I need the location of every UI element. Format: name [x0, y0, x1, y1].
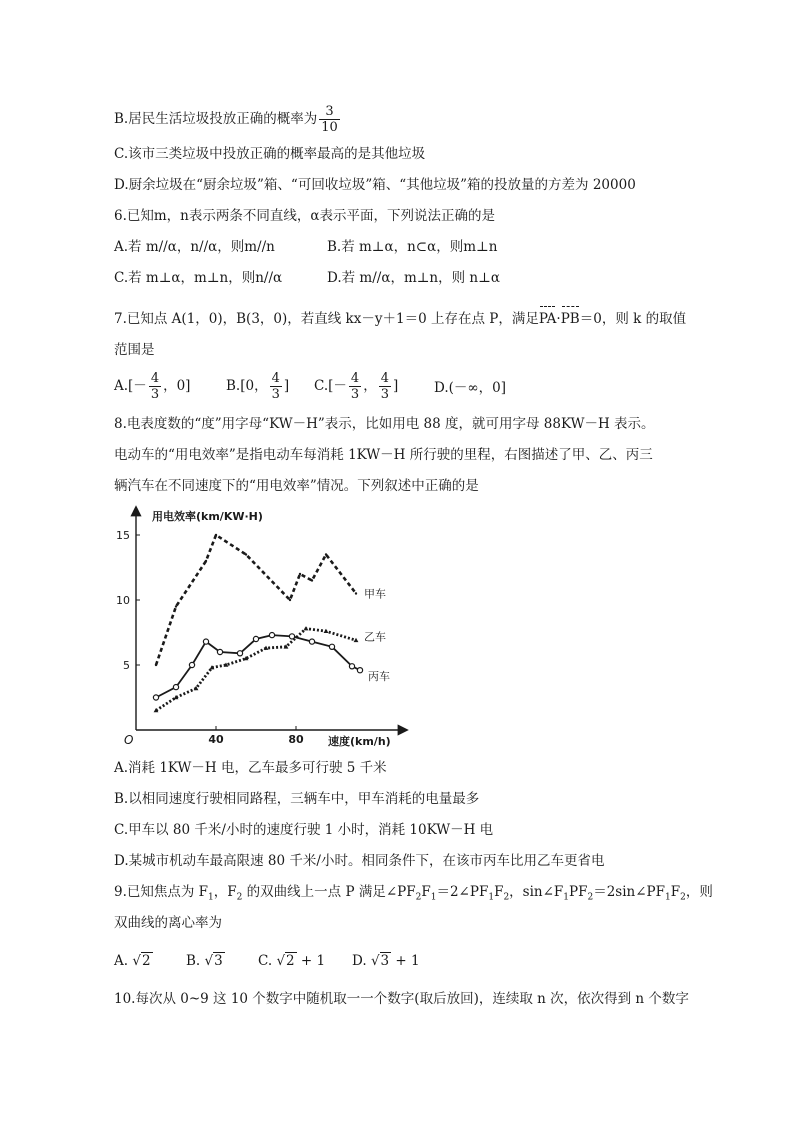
q8-option-a: A.消耗 1KW－H 电，乙车最多可行驶 5 千米 — [114, 760, 387, 776]
q6-option-d: D.若 m//α，m⊥n，则 n⊥α — [327, 270, 500, 286]
q5-option-b-fraction: $\frac{3}{10}$ — [321, 104, 338, 135]
data-point — [357, 668, 362, 673]
q6-option-b: B.若 m⊥α，n⊂α，则m⊥n — [327, 239, 498, 255]
data-point — [237, 651, 242, 656]
data-point — [245, 553, 247, 555]
q9-stem-line1: 9.已知焦点为 $F_1$，$F_2$ 的双曲线上一点 P 满足$\angle PF_2F_1=2\angle PF_1F_2$，$\sin\angle F_1PF_2=2\sin\angle PF_1F_2$，则 — [114, 884, 713, 903]
vector-pa: PA — [538, 311, 557, 327]
data-point — [329, 644, 334, 649]
q7-option-c: C.[－ $\frac{4}{3}$ ， $\frac{4}{3}$ ] — [314, 371, 399, 402]
q6-option-c: C.若 m⊥α，m⊥n，则n//α — [114, 270, 283, 286]
q10-stem-line1: 10.每次从 0~9 这 10 个数字中随机取一一个数字(取后放回)，连续取 n 次，依次得到 n 个数字 — [114, 991, 689, 1007]
y-axis-label: 用电效率(km/KW·H) — [152, 510, 263, 523]
y-tick-label: 10 — [116, 594, 130, 607]
q7-option-b-fraction: $\frac{4}{3}$ — [271, 371, 280, 402]
data-point — [203, 639, 208, 644]
x-tick-label: 80 — [288, 733, 304, 746]
q7-option-a-fraction: $\frac{4}{3}$ — [150, 371, 160, 402]
q9-option-c: C. √2 + 1 — [258, 953, 326, 969]
series-label: 丙车 — [368, 670, 390, 684]
data-point — [189, 662, 194, 667]
q6-option-a: A.若 m//α，n//α，则m//n — [114, 239, 275, 255]
data-point — [355, 592, 357, 594]
sqrt-symbol: √3 — [370, 953, 390, 969]
q8-stem-line2: 电动车的“用电效率”是指电动车每消耗 1KW－H 所行驶的里程，右图描述了甲、乙、丙三 — [114, 447, 653, 463]
q5-option-b: B.居民生活垃圾投放正确的概率为 $\frac{3}{10}$ — [114, 104, 338, 135]
data-point — [304, 626, 309, 630]
efficiency-chart — [112, 500, 412, 750]
origin-label: O — [124, 733, 134, 747]
q7-option-b: B.[0， $\frac{4}{3}$ ] — [226, 371, 290, 402]
data-point — [253, 636, 258, 641]
q5-option-d: D.厨余垃圾在“厨余垃圾”箱、“可回收垃圾”箱、“其他垃圾”箱的投放量的方差为 20000 — [114, 177, 636, 193]
data-point — [289, 599, 291, 601]
sqrt-symbol: √3 — [204, 953, 223, 969]
q7-option-c-fraction-2: $\frac{4}{3}$ — [380, 371, 389, 402]
data-point — [324, 629, 329, 633]
q8-stem-line1: 8.电表度数的“度”用字母“KW－H”表示，比如用电 88 度，就可用字母 88KW－H 表示。 — [114, 416, 655, 432]
data-point — [269, 633, 274, 638]
data-point — [349, 664, 354, 669]
data-point — [289, 634, 294, 639]
data-point — [155, 664, 157, 666]
q7-option-d: D.(－∞，0] — [434, 380, 507, 396]
q8-stem-line3: 辆汽车在不同速度下的“用电效率”情况。下列叙述中正确的是 — [114, 478, 479, 494]
data-point — [175, 605, 177, 607]
q9-option-b: B. √3 — [186, 953, 223, 969]
q8-option-d: D.某城市机动车最高限速 80 千米/小时。相同条件下，在该市丙车比用乙车更省电 — [114, 853, 605, 869]
q5-option-c: C.该市三类垃圾中投放正确的概率最高的是其他垃圾 — [114, 146, 426, 162]
series-line-2 — [156, 635, 360, 697]
vector-pb: PB — [560, 311, 580, 327]
series-label: 乙车 — [364, 630, 386, 644]
data-point — [311, 579, 313, 581]
q7-option-a: A.[－ $\frac{4}{3}$ ，0] — [114, 371, 191, 402]
series-label: 甲车 — [364, 587, 386, 601]
q8-option-b: B.以相同速度行驶相同路程，三辆车中，甲车消耗的电量最多 — [114, 791, 480, 807]
q6-stem: 6.已知m，n表示两条不同直线，α表示平面，下列说法正确的是 — [114, 208, 495, 224]
q7-option-c-fraction-1: $\frac{4}{3}$ — [350, 371, 360, 402]
sqrt-symbol: √2 — [132, 953, 151, 969]
data-point — [309, 639, 314, 644]
q9-option-d: D. √3 + 1 — [352, 953, 420, 969]
x-axis-label: 速度(km/h) — [328, 735, 391, 748]
data-point — [217, 649, 222, 654]
y-tick-label: 5 — [123, 659, 130, 672]
data-point — [325, 553, 327, 555]
data-point — [205, 560, 207, 562]
q8-option-c: C.甲车以 80 千米/小时的速度行驶 1 小时，消耗 10KW－H 电 — [114, 822, 494, 838]
q9-stem-line2: 双曲线的离心率为 — [114, 915, 222, 931]
y-tick-label: 15 — [116, 529, 130, 542]
data-point — [354, 638, 359, 642]
q7-stem-line2: 范围是 — [114, 342, 155, 358]
data-point — [173, 685, 178, 690]
sqrt-symbol: √2 — [276, 953, 295, 969]
x-tick-label: 40 — [208, 733, 224, 746]
data-point — [215, 534, 217, 536]
data-point — [299, 573, 301, 575]
q9-option-a: A. √2 — [114, 953, 151, 969]
q7-stem: 7.已知点 A(1，0)，B(3，0)，若直线 kx－y＋1＝0 上存在点 P，满足PA·PB＝0，则 k 的取值 — [114, 311, 687, 327]
data-point — [153, 695, 158, 700]
